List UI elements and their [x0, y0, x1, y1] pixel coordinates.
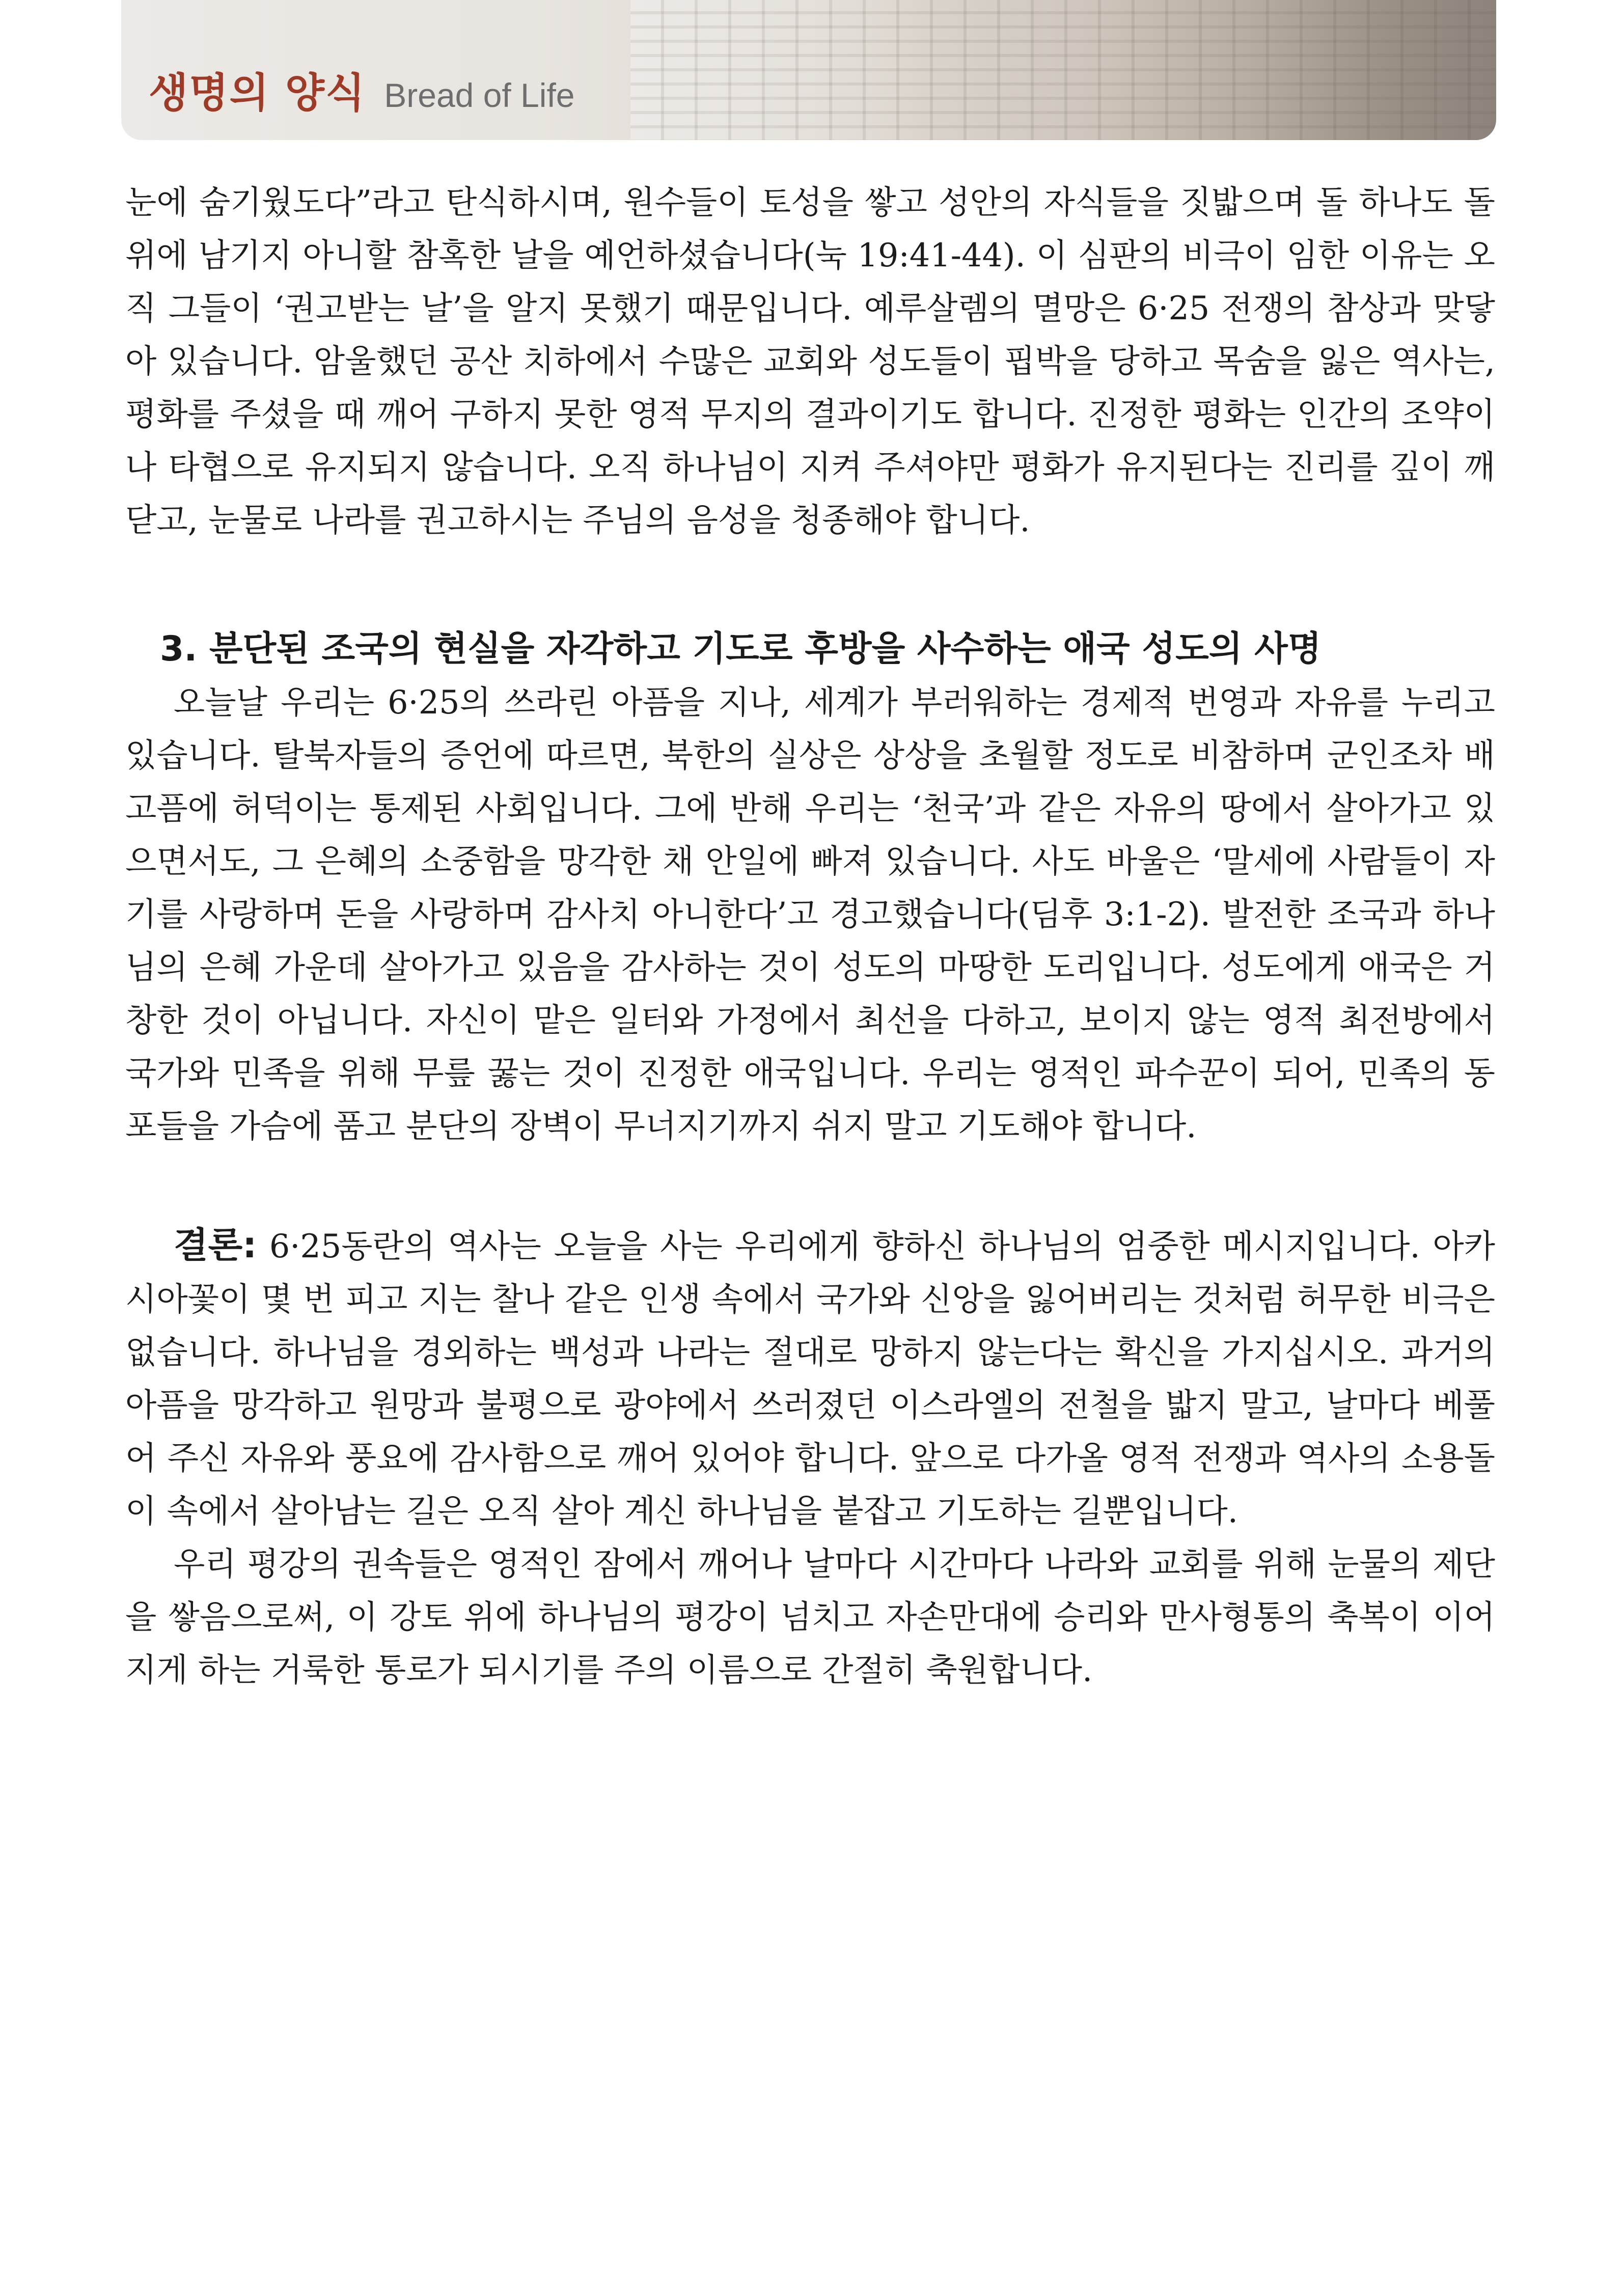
page-title [149, 60, 575, 126]
section-3-heading: 3. 분단된 조국의 현실을 자각하고 기도로 후방을 사수하는 애국 성도의 사명 [160, 629, 1322, 669]
section-3-paragraph: 오늘날 우리는 6·25의 쓰라린 아픔을 지나, 세계가 부러워하는 경제적 번영과 자유를 누리고 있습니다. 탈북자들의 증언에 따르면, 북한의 실상은 상상을 초월할 정도로 비참하며 군인조차 배고픔에 허덕이는 통제된 사회입니다. 그에 반해 우리는 ‘천국’과 같은 자유의 땅에서 살아가고 있으면서도, 그 은혜의 소중함을 망각한 채 안일에 빠져 있습니다. 사도 바울은 ‘말세에 사람들이 자기를 사랑하며 돈을 사랑하며 감사치 아니한다’고 경고했습니다(딤후 3:1-2). 발전한 조국과 하나님의 은혜 가운데 살아가고 있음을 감사하는 것이 성도의 마땅한 도리입니다. 성도에게 애국은 거창한 것이 아닙니다. 자신이 맡은 일터와 가정에서 최선을 다하고, 보이지 않는 영적 최전방에서 국가와 민족을 위해 무릎 꿇는 것이 진정한 애국입니다. 우리는 영적인 파수꾼이 되어, 민족의 동포들을 가슴에 품고 분단의 장벽이 무너지기까지 쉬지 말고 기도해야 합니다. [125, 683, 1495, 1145]
conclusion-paragraph [125, 1219, 1495, 1537]
conclusion-text: 6·25동란의 역사는 오늘을 사는 우리에게 향하신 하나님의 엄중한 메시지입니다. 아카시아꽃이 몇 번 피고 지는 찰나 같은 인생 속에서 국가와 신앙을 잃어버리는 것처럼 허무한 비극은 없습니다. 하나님을 경외하는 백성과 나라는 절대로 망하지 않는다는 확신을 가지십시오. 과거의 아픔을 망각하고 원망과 불평으로 광야에서 쓰러졌던 이스라엘의 전철을 밟지 말고, 날마다 베풀어 주신 자유와 풍요에 감사함으로 깨어 있어야 합니다. 앞으로 다가올 영적 전쟁과 역사의 소용돌이 속에서 살아남는 길은 오직 살아 계신 하나님을 붙잡고 기도하는 길뿐입니다. [125, 1227, 1495, 1530]
spacer [125, 1152, 1495, 1219]
page-title-korean: 생명의 양식 [149, 69, 366, 117]
header-photo [630, 0, 1496, 140]
page-title-english: Bread of Life [384, 76, 575, 114]
conclusion-label: 결론: [174, 1224, 257, 1266]
paragraph-1: 눈에 숨기웠도다”라고 탄식하시며, 원수들이 토성을 쌓고 성안의 자식들을 짓밟으며 돌 하나도 돌 위에 남기지 아니할 참혹한 날을 예언하셨습니다(눅 19:41-44). 이 심판의 비극이 임한 이유는 오직 그들이 ‘권고받는 날’을 알지 못했기 때문입니다. 예루살렘의 멸망은 6·25 전쟁의 참상과 맞닿아 있습니다. 암울했던 공산 치하에서 수많은 교회와 성도들이 핍박을 당하고 목숨을 잃은 역사는, 평화를 주셨을 때 깨어 구하지 못한 영적 무지의 결과이기도 합니다. 진정한 평화는 인간의 조약이나 타협으로 유지되지 않습니다. 오직 하나님이 지켜 주셔야만 평화가 유지된다는 진리를 깊이 깨닫고, 눈물로 나라를 권고하시는 주님의 음성을 청종해야 합니다. [125, 183, 1495, 539]
article-body [125, 176, 1495, 1696]
spacer [125, 546, 1495, 623]
closing-paragraph: 우리 평강의 권속들은 영적인 잠에서 깨어나 날마다 시간마다 나라와 교회를 위해 눈물의 제단을 쌓음으로써, 이 강토 위에 하나님의 평강이 넘치고 자손만대에 승리와 만사형통의 축복이 이어지게 하는 거룩한 통로가 되시기를 주의 이름으로 간절히 축원합니다. [125, 1545, 1495, 1689]
